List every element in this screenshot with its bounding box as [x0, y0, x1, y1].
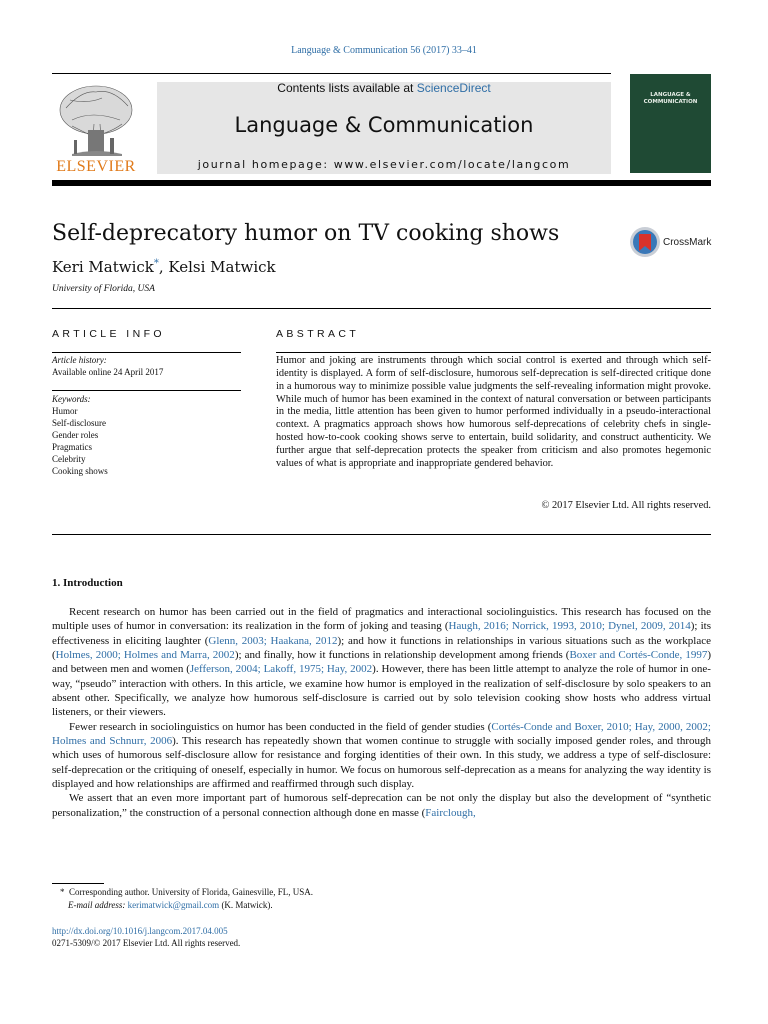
email-suffix: (K. Matwick). — [219, 900, 273, 910]
keyword: Celebrity — [52, 453, 86, 464]
keywords-rule — [52, 390, 241, 391]
citation-link[interactable]: Holmes, 2000; Holmes and Marra, 2002 — [55, 649, 235, 662]
email-footnote — [68, 900, 273, 910]
citation-link[interactable]: Jefferson, 2004; Lakoff, 1975; Hay, 2002 — [189, 663, 373, 676]
corresponding-author-mark[interactable]: * — [153, 258, 159, 269]
paragraph — [52, 791, 711, 820]
keywords-list — [52, 406, 108, 477]
text-run: ); its effectiveness in eliciting laughter ( — [52, 620, 711, 647]
paragraph — [52, 720, 711, 792]
cover-title: LANGUAGE & COMMUNICATION — [643, 92, 698, 105]
keyword: Self-disclosure — [52, 417, 106, 428]
keyword: Gender roles — [52, 429, 99, 440]
keyword: Pragmatics — [52, 441, 92, 452]
footnote-rule — [52, 883, 104, 884]
keyword: Humor — [52, 406, 78, 416]
abstract-copyright: © 2017 Elsevier Ltd. All rights reserved. — [541, 500, 711, 511]
homepage-url-link[interactable]: www.elsevier.com/locate/langcom — [333, 158, 571, 171]
author-list — [52, 258, 276, 276]
contents-available-line — [157, 81, 611, 95]
abstract-heading: ABSTRACT — [276, 328, 360, 340]
citation-link[interactable]: Fairclough, — [425, 806, 476, 819]
footnote-mark: * — [60, 887, 65, 897]
text-run: ); and finally, how it functions in relationship development among friends ( — [234, 649, 570, 662]
text-run: ). This research has repeatedly shown that women continue to struggle with socially imposed gender roles, and through which uses of humorous self-disclosure allow for resistance and forging identities of their own. In this study, we address a type of self-disclosure: self-deprecation or the critiquing of oneself, especially in humor. We focus on humorous self-deprecation as a means for analyzing the way identity is displayed and how relationships are affirmed and reaffirmed through such display. — [52, 735, 711, 791]
author-name: Kelsi Matwick — [168, 258, 276, 276]
text-run: ) and between men and women ( — [52, 649, 711, 676]
footnote-text: Corresponding author. University of Florida, Gainesville, FL, USA. — [69, 887, 313, 897]
abstract-text: Humor and joking are instruments through which social control is exerted and through which self-identity is displayed. A form of self-disclosure, humorous self-deprecation is self-directed critique done in a humorous way to minimize possible value judgments the self-revealing information might provoke. While much of humor has been examined in the context of natural conversation or between participants in the media, little attention has been given to humor performed individually in a pseudo-interactional context. A pragmatics approach shows how humorous self-deprecations of celebrity chefs in single-hosted how-to-cook cooking shows serve to entertain, build solidarity, and construct authenticity. We further argue that self-deprecation protects the speaker from criticism and also promotes hegemonic values of what is appropriate and inappropriate gendered behavior. — [276, 355, 711, 469]
journal-cover-thumbnail[interactable] — [630, 74, 711, 173]
article-history-label: Article history: — [52, 355, 107, 365]
issn-line — [52, 938, 240, 948]
keywords-label: Keywords: — [52, 394, 91, 404]
text-run: We assert that an even more important part of humorous self-deprecation can be not only the display but also the development of “synthetic personalization,” the construction of a personal connection although done en masse ( — [52, 792, 711, 819]
citation-link[interactable]: Haugh, 2016; Norrick, 1993, 2010; Dynel, 2009, 2014 — [448, 620, 691, 633]
text-run: Recent research on humor has been carried out in the field of pragmatics and interactional sociolinguistics. This research has focused on the multiple uses of humor in conversation: its realization in the form of joking and teasing ( — [52, 606, 711, 633]
section-divider — [52, 308, 711, 309]
article-info-heading: ARTICLE INFO — [52, 328, 165, 340]
section-heading: 1. Introduction — [52, 577, 123, 589]
crossmark-label[interactable]: CrossMark — [663, 237, 712, 248]
journal-citation[interactable]: Language & Communication 56 (2017) 33–41 — [291, 45, 477, 56]
issn: 0271-5309/ — [52, 938, 94, 948]
header-top-rule — [52, 73, 611, 74]
sciencedirect-link[interactable]: ScienceDirect — [416, 81, 491, 95]
paragraph — [52, 605, 711, 720]
citation-link[interactable]: Glenn, 2003; Haakana, 2012 — [208, 634, 338, 647]
citation-link[interactable]: Boxer and Cortés-Conde, 1997 — [569, 649, 708, 662]
corresponding-author-footnote — [60, 887, 313, 897]
text-run: Fewer research in sociolinguistics on humor has been conducted in the field of gender studies ( — [69, 720, 492, 733]
article-history-value: Available online 24 April 2017 — [52, 367, 164, 377]
body-text — [52, 605, 711, 820]
article-title: Self-deprecatory humor on TV cooking shows — [52, 221, 560, 246]
text-run: ). However, there has been little attempt to analyze the role of humor in one-way, “pseudo” interaction with others. In this article, we examine how humor is employed in the realization of self-disclosure by solo speakers to an absent other. Specifically, we analyze how humorous self-disclosure is carried out by solo television cooking show hosts who address virtual listeners, or their viewers. — [52, 663, 711, 719]
text-run: ); and how it functions in relationships in various situations such as the workplace ( — [52, 634, 711, 662]
abstract-rule — [276, 352, 711, 353]
author-name: Keri Matwick — [52, 258, 154, 276]
issn-copyright: © 2017 Elsevier Ltd. All rights reserved. — [93, 938, 241, 948]
affiliation: University of Florida, USA — [52, 284, 155, 294]
journal-homepage — [157, 158, 611, 171]
author-separator: , — [158, 258, 169, 276]
article-info-rule — [52, 352, 241, 353]
header-thick-rule — [52, 180, 711, 186]
contents-prefix: Contents lists available at — [277, 81, 417, 95]
journal-name: Language & Communication — [234, 113, 534, 137]
keyword: Cooking shows — [52, 465, 108, 476]
elsevier-wordmark: ELSEVIER — [56, 158, 136, 175]
email-link[interactable]: kerimatwick@gmail.com — [127, 900, 220, 910]
citation-link[interactable]: Cortés-Conde and Boxer, 2010; Hay, 2000, 2002; Holmes and Schnurr, 2006 — [52, 720, 711, 748]
homepage-prefix: journal homepage: — [197, 158, 334, 171]
email-label: E-mail address: — [68, 900, 128, 910]
section-divider — [52, 534, 711, 535]
doi-link[interactable]: http://dx.doi.org/10.1016/j.langcom.2017.04.005 — [52, 926, 228, 936]
